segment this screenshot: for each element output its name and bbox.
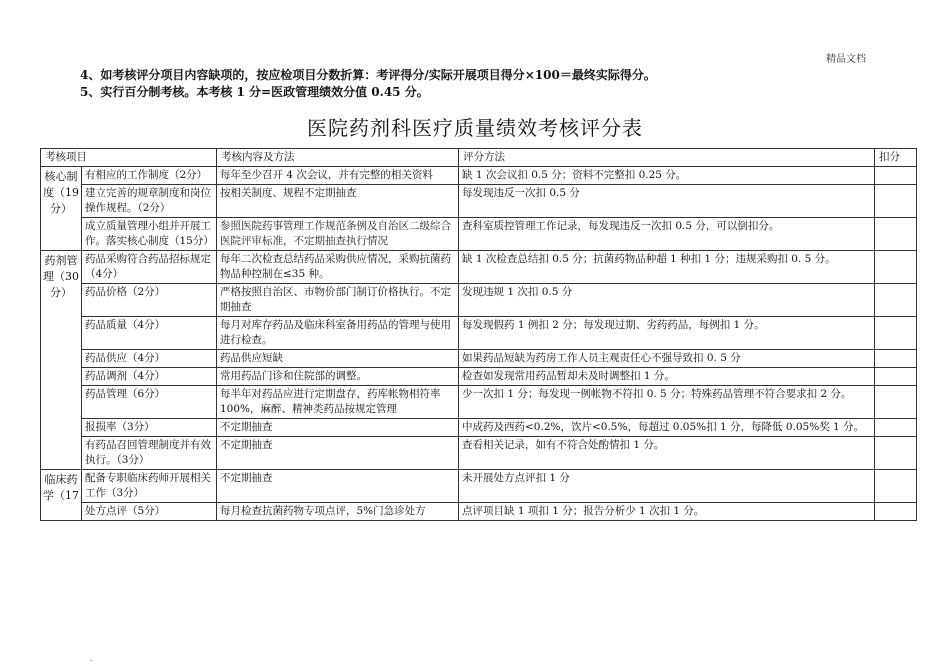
content-cell: 每年二次检查总结药品采购供应情况，采购抗菌药物品种控制在≤35 种。: [217, 251, 459, 284]
table-row: [41, 284, 917, 317]
method-cell: 缺 1 次检查总结扣 0.5 分；抗菌药物品种超 1 种扣 1 分；违规采购扣 0. 5 分。: [459, 251, 875, 284]
deduct-cell[interactable]: [875, 317, 917, 350]
deduct-cell[interactable]: [875, 470, 917, 503]
method-cell: 少一次扣 1 分；每发现一例帐物不符扣 0. 5 分；特殊药品管理不符合要求扣 2 分。: [459, 386, 875, 419]
method-cell: 未开展处方点评扣 1 分: [459, 470, 875, 503]
content-cell: 常用药品门诊和住院部的调整。: [217, 368, 459, 386]
content-cell: 每年至少召开 4 次会议，并有完整的相关资料: [217, 167, 459, 185]
content-cell: 每半年对药品应进行定期盘存，药库帐物相符率 100%，麻醉、精神类药品按规定管理: [217, 386, 459, 419]
item-cell: 有相应的工作制度（2分）: [82, 167, 217, 185]
deduct-cell[interactable]: [875, 284, 917, 317]
header-deduct: 扣分: [875, 149, 917, 167]
deduct-cell[interactable]: [875, 503, 917, 521]
item-cell: 药品管理（6分）: [82, 386, 217, 419]
table-row: [41, 317, 917, 350]
method-cell: 每发现违反一次扣 0.5 分: [459, 185, 875, 218]
item-cell: 药品价格（2分）: [82, 284, 217, 317]
deduct-cell[interactable]: [875, 185, 917, 218]
item-cell: 有药品召回管理制度并有效执行。（3分）: [82, 437, 217, 470]
category-cell: 药剂管理（30分）: [41, 251, 82, 470]
method-cell: 如果药品短缺为药房工作人员主观责任心不强导致扣 0. 5 分: [459, 350, 875, 368]
table-row: [41, 251, 917, 284]
watermark-label: 精品文档: [826, 54, 866, 65]
method-cell: 点评项目缺 1 项扣 1 分；报告分析少 1 次扣 1 分。: [459, 503, 875, 521]
table-row: [41, 419, 917, 437]
category-cell: 核心制度（19分）: [41, 167, 82, 251]
page-title: 医院药剂科医疗质量绩效考核评分表: [307, 116, 643, 140]
content-cell: 参照医院药事管理工作规范条例及自治区二级综合医院评审标准，不定期抽查执行情况: [217, 218, 459, 251]
header-content: 考核内容及方法: [217, 149, 459, 167]
method-cell: 每发现假药 1 例扣 2 分；每发现过期、劣药药品，每例扣 1 分。: [459, 317, 875, 350]
content-cell: 每月对库存药品及临床科室备用药品的管理与使用进行检查。: [217, 317, 459, 350]
note-5: 5、实行百分制考核。本考核 1 分=医政管理绩效分值 0.45 分。: [80, 85, 429, 99]
content-cell: 药品供应短缺: [217, 350, 459, 368]
deduct-cell[interactable]: [875, 386, 917, 419]
table-row: [41, 350, 917, 368]
item-cell: 报损率（3分）: [82, 419, 217, 437]
table-row: [41, 503, 917, 521]
content-cell: 每月检查抗菌药物专项点评，5%门急诊处方: [217, 503, 459, 521]
method-cell: 查看相关记录，如有不符合处酌情扣 1 分。: [459, 437, 875, 470]
table-header-row: [41, 149, 917, 167]
method-cell: 中成药及西药<0.2%，饮片<0.5%，每超过 0.05%扣 1 分，每降低 0.05%奖 1 分。: [459, 419, 875, 437]
deduct-cell[interactable]: [875, 218, 917, 251]
item-cell: 建立完善的规章制度和岗位操作规程。（2分）: [82, 185, 217, 218]
deduct-cell[interactable]: [875, 167, 917, 185]
table-row: [41, 218, 917, 251]
note-4: 4、如考核评分项目内容缺项的，按应检项目分数折算：考评得分/实际开展项目得分×100＝最终实际得分。: [80, 68, 656, 82]
content-cell: 不定期抽查: [217, 437, 459, 470]
content-cell: 严格按照自治区、市物价部门制订价格执行。不定期抽查: [217, 284, 459, 317]
table-row: [41, 386, 917, 419]
deduct-cell[interactable]: [875, 437, 917, 470]
table-row: [41, 437, 917, 470]
item-cell: 药品供应（4分）: [82, 350, 217, 368]
content-cell: 按相关制度、规程不定期抽查: [217, 185, 459, 218]
deduct-cell[interactable]: [875, 251, 917, 284]
score-table: [40, 148, 917, 521]
item-cell: 配备专职临床药师开展相关工作（3分）: [82, 470, 217, 503]
method-cell: 缺 1 次会议扣 0.5 分；资料不完整扣 0.25 分。: [459, 167, 875, 185]
item-cell: 处方点评（5分）: [82, 503, 217, 521]
method-cell: 查科室质控管理工作记录，每发现违反一次扣 0.5 分，可以倒扣分。: [459, 218, 875, 251]
item-cell: 药品采购符合药品招标规定（4分）: [82, 251, 217, 284]
method-cell: 检查如发现常用药品暂却未及时调整扣 1 分。: [459, 368, 875, 386]
header-method: 评分方法: [459, 149, 875, 167]
deduct-cell[interactable]: [875, 419, 917, 437]
table-row: [41, 368, 917, 386]
table-row: [41, 470, 917, 503]
deduct-cell[interactable]: [875, 350, 917, 368]
category-cell: 临床药学（17: [41, 470, 82, 521]
content-cell: 不定期抽查: [217, 470, 459, 503]
method-cell: 发现违规 1 次扣 0.5 分: [459, 284, 875, 317]
item-cell: 药品质量（4分）: [82, 317, 217, 350]
item-cell: 成立质量管理小组并开展工作。落实核心制度（15分）: [82, 218, 217, 251]
table-row: [41, 167, 917, 185]
deduct-cell[interactable]: [875, 368, 917, 386]
header-item: 考核项目: [41, 149, 217, 167]
footer-mark: .: [90, 654, 93, 663]
item-cell: 药品调剂（4分）: [82, 368, 217, 386]
content-cell: 不定期抽查: [217, 419, 459, 437]
table-row: [41, 185, 917, 218]
